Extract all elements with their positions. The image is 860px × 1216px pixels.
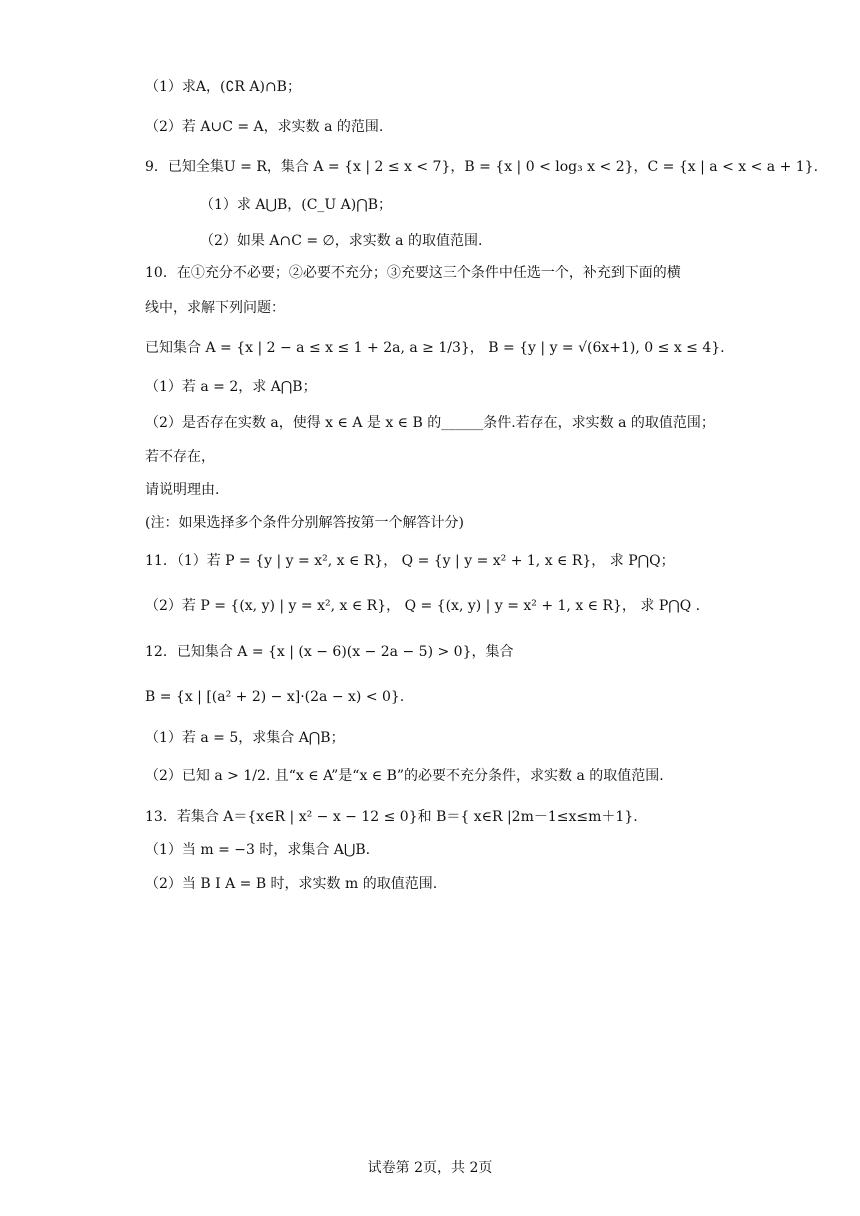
q8-part2: （2）若 A∪C = A，求实数 a 的范围. <box>145 119 384 135</box>
q9-part1: （1）求 A⋃B，(C_U A)⋂B； <box>200 197 393 213</box>
q13-part2: （2）当 B I A = B 时，求实数 m 的取值范围. <box>145 876 438 892</box>
q9-statement: 9．已知全集U = R，集合 A = {x | 2 ≤ x < 7}，B = {x | 0 < log₃ x < 2}，C = {x | a < x < a + 1}. <box>145 159 819 175</box>
q11-part1: 11．（1）若 P = {y | y = x², x ∈ R}， Q = {y | y = x² + 1, x ∈ R}， 求 P⋂Q； <box>145 553 675 569</box>
page-footer: 试卷第 2页，共 2页 <box>367 1160 493 1176</box>
q10-statement-line1: 10．在①充分不必要；②必要不充分；③充要这三个条件中任选一个，补充到下面的横 <box>145 265 681 281</box>
q10-sets: 已知集合 A = {x | 2 − a ≤ x ≤ 1 + 2a, a ≥ 1/3}， B = {y | y = √(6x+1), 0 ≤ x ≤ 4}. <box>145 340 725 356</box>
q10-note: (注：如果选择多个条件分别解答按第一个解答计分) <box>145 515 464 531</box>
q12-statement-line2: B = {x | [(a² + 2) − x]·(2a − x) < 0}. <box>145 689 405 705</box>
q10-part1: （1）若 a = 2，求 A⋂B； <box>145 379 317 395</box>
q10-part2-cont1: 若不存在， <box>145 449 215 465</box>
q12-part2: （2）已知 a > 1/2. 且“x ∈ A”是“x ∈ B”的必要不充分条件，求实数 a 的取值范围. <box>145 768 664 784</box>
q8-part1: （1）求A，(∁R A)∩B； <box>145 79 301 95</box>
q12-part1: （1）若 a = 5，求集合 A⋂B； <box>145 730 345 746</box>
q10-part2: （2）是否存在实数 a，使得 x ∈ A 是 x ∈ B 的______条件.若存在，求实数 a 的取值范围； <box>145 415 715 431</box>
q13-part1: （1）当 m = −3 时，求集合 A⋃B. <box>145 842 371 858</box>
q11-part2: （2）若 P = {(x, y) | y = x², x ∈ R}， Q = {(x, y) | y = x² + 1, x ∈ R}， 求 P⋂Q . <box>145 598 701 614</box>
q13-statement: 13．若集合 A＝{x∈R | x² − x − 12 ≤ 0}和 B＝{ x∈R |2m－1≤x≤m＋1}. <box>145 809 638 825</box>
q12-statement-line1: 12．已知集合 A = {x | (x − 6)(x − 2a − 5) > 0}，集合 <box>145 644 514 660</box>
q9-part2: （2）如果 A∩C = ∅，求实数 a 的取值范围. <box>200 233 483 249</box>
q10-statement-line2: 线中，求解下列问题： <box>145 300 285 316</box>
q10-part2-cont2: 请说明理由. <box>145 482 220 498</box>
